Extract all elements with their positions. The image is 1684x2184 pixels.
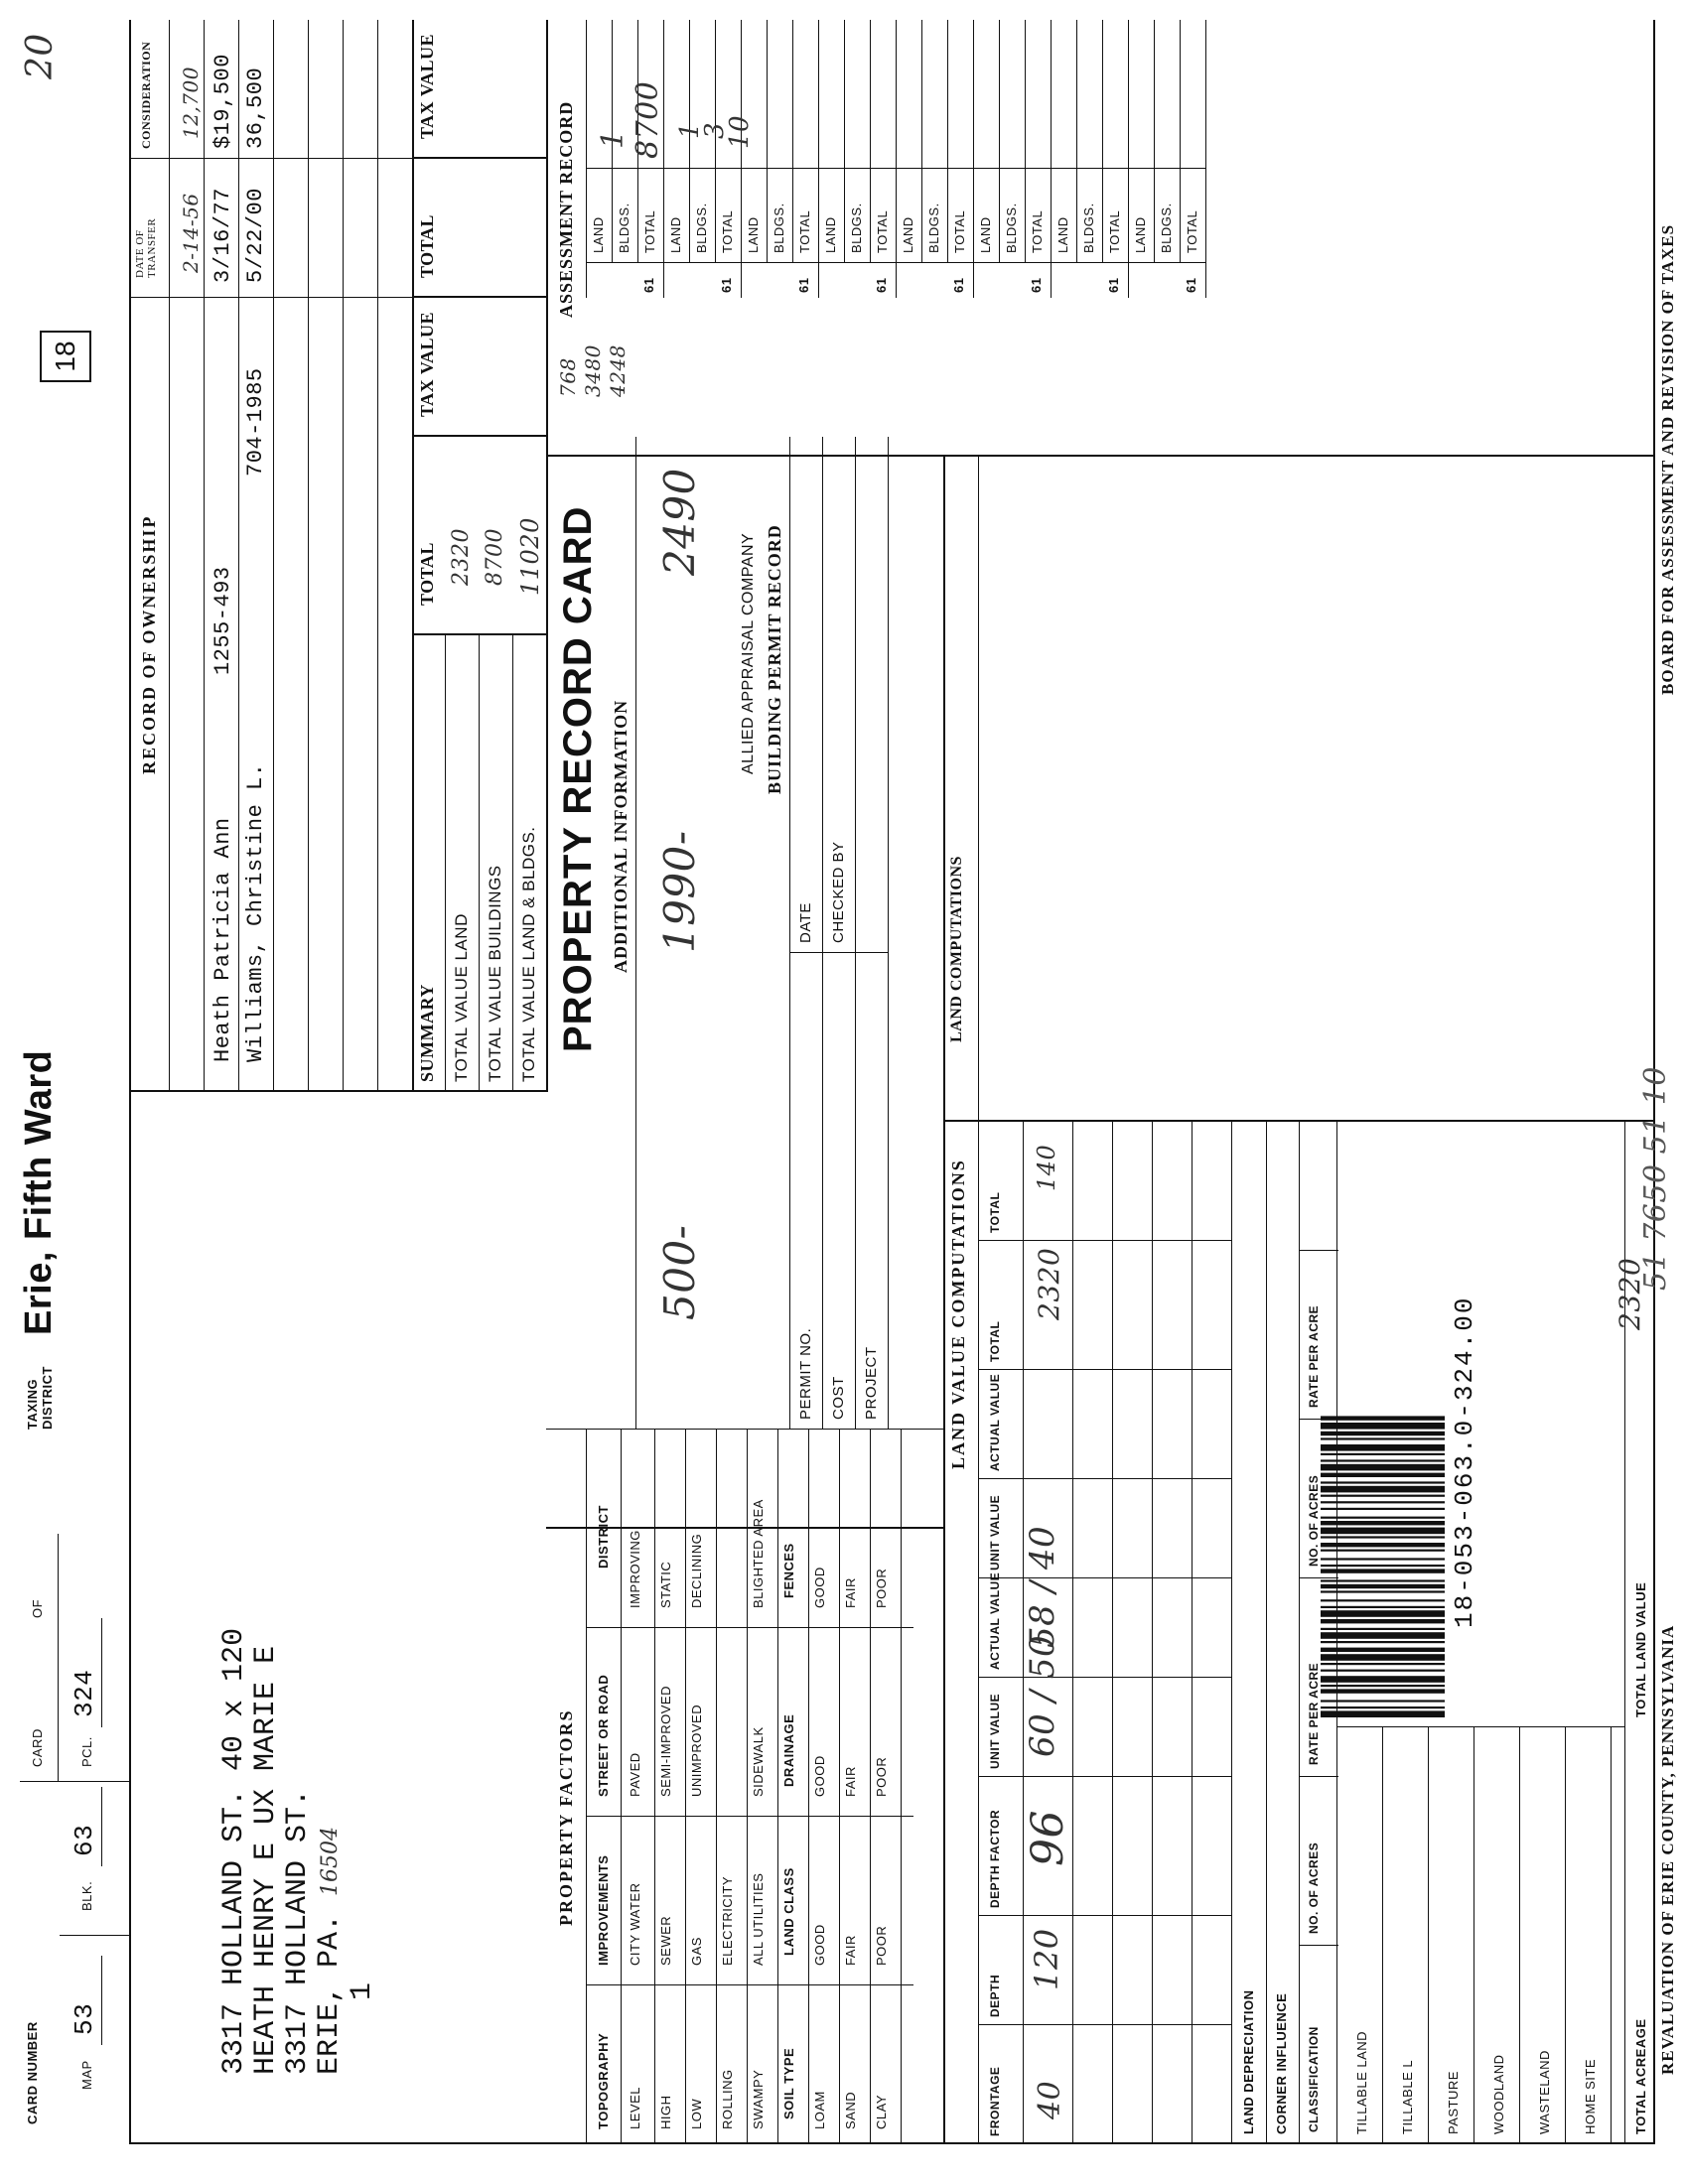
- address-line-4: ERIE, PA.: [313, 1913, 347, 2075]
- acre-col-header: RATE PER ACRE: [1307, 1662, 1321, 1765]
- soil-header: LAND CLASS: [781, 1867, 796, 1956]
- assessment-row-label: LAND: [746, 216, 761, 253]
- assessment-line: [767, 20, 768, 263]
- assessment-line: [1102, 20, 1103, 263]
- assessment-group-line: [741, 20, 742, 298]
- street-item: PAVED: [628, 1752, 642, 1797]
- improvement-item: GAS: [689, 1937, 704, 1966]
- address-line-1: 3317 HOLLAND ST. 40 x 120: [217, 1627, 251, 2075]
- barcode-bar: [1321, 1495, 1445, 1497]
- assessment-line: [1076, 20, 1077, 263]
- drainage-item: FAIR: [843, 1766, 858, 1797]
- acre-col-line: [1299, 1945, 1338, 1946]
- barcode: [1321, 1161, 1445, 1717]
- factor-row-line: [747, 1430, 748, 2144]
- barcode-bar: [1321, 1676, 1445, 1683]
- district-item: BLIGHTED AREA: [751, 1499, 766, 1608]
- date-of-transfer-header: DATE OF TRANSFER: [134, 217, 158, 278]
- barcode-bar: [1321, 1710, 1445, 1717]
- soil-header: FENCES: [781, 1543, 796, 1598]
- barcode-bar: [1321, 1528, 1445, 1535]
- barcode-bar: [1321, 1508, 1445, 1510]
- consideration-3: 36,500: [243, 67, 268, 149]
- district-item: STATIC: [658, 1561, 673, 1608]
- depth-value: 120: [1028, 1928, 1065, 1990]
- improvement-item: ALL UTILITIES: [751, 1872, 766, 1966]
- fences-item: FAIR: [843, 1577, 858, 1608]
- assessment-row-label: BLDGS.: [1159, 203, 1174, 253]
- barcode-bar: [1321, 1501, 1445, 1503]
- assessment-group-line: [818, 20, 819, 298]
- summary-land-total: 2320: [449, 528, 474, 586]
- assessment-hand-4: 3: [700, 121, 730, 139]
- barcode-bar: [1321, 1481, 1445, 1483]
- improvement-item: SEWER: [658, 1915, 673, 1966]
- assessment-row-label: BLDGS.: [617, 203, 632, 253]
- map-label: MAP: [79, 2060, 94, 2090]
- land-value-col-line: [978, 1915, 1231, 1916]
- classification-item: TILLABLE LAND: [1354, 2030, 1369, 2134]
- parcel-id: 18-053-063.0-324.00: [1450, 1296, 1479, 1628]
- barcode-bar: [1321, 1654, 1445, 1661]
- permit-cost-label: COST: [830, 1376, 847, 1420]
- assessment-year-code: 61: [1184, 277, 1198, 293]
- assessment-year-code: 61: [951, 277, 966, 293]
- barcode-bar: [1321, 1584, 1445, 1588]
- building-permit-title: BUILDING PERMIT RECORD: [765, 524, 784, 794]
- assessment-title: ASSESSMENT RECORD: [556, 100, 576, 318]
- factor-row-line: [870, 1430, 871, 2144]
- footer-left: REVALUATION OF ERIE COUNTY, PENNSYLVANIA: [1658, 1624, 1677, 2075]
- barcode-bar: [1321, 1486, 1445, 1493]
- tax-value-2: 3480: [581, 344, 605, 397]
- barcode-bar: [1321, 1565, 1445, 1567]
- total-acreage: TOTAL ACREAGE: [1633, 2018, 1648, 2134]
- barcode-bar: [1321, 1619, 1445, 1623]
- barcode-graphic: [1321, 1161, 1445, 1717]
- total-value-2: 140: [1033, 1144, 1060, 1191]
- barcode-bar: [1321, 1599, 1445, 1601]
- depth-factor-value: 96: [1023, 1810, 1073, 1866]
- assessment-line: [844, 20, 845, 263]
- acre-col-header: CLASSIFICATION: [1307, 2026, 1321, 2132]
- assessment-row-label: TOTAL: [952, 209, 967, 253]
- summary-land-label: TOTAL VALUE LAND: [452, 913, 471, 1082]
- assessment-row-label: LAND: [978, 216, 993, 253]
- land-value-col-header: DEPTH FACTOR: [988, 1809, 1002, 1908]
- summary-tax-header: TAX VALUE: [417, 311, 437, 417]
- blk-label: BLK.: [79, 1880, 94, 1911]
- assessment-row-label: LAND: [823, 216, 838, 253]
- acre-row-line: [1565, 1727, 1566, 2144]
- barcode-bar: [1321, 1610, 1445, 1617]
- topography-item: LOW: [689, 2098, 704, 2129]
- barcode-bar: [1321, 1432, 1445, 1435]
- factor-row-line: [808, 1430, 809, 2144]
- right-tax-header: TAX VALUE: [417, 33, 437, 139]
- assessment-group-line: [896, 20, 897, 298]
- classification-item: WOODLAND: [1491, 2054, 1506, 2134]
- acre-col-line: [1299, 1776, 1338, 1777]
- summary-bldgs-label: TOTAL VALUE BUILDINGS: [486, 865, 504, 1082]
- right-total-header: TOTAL: [417, 214, 437, 278]
- district-item: IMPROVING: [628, 1530, 642, 1608]
- assessment-line: [586, 20, 587, 298]
- col-district: DISTRICT: [596, 1505, 611, 1569]
- transfer-date-2: 3/16/77: [210, 188, 235, 283]
- barcode-bar: [1321, 1700, 1445, 1702]
- soil-header: DRAINAGE: [781, 1713, 796, 1787]
- barcode-bar: [1321, 1473, 1445, 1477]
- assessment-group-line: [1128, 20, 1129, 298]
- assessment-group-line: [1051, 20, 1052, 298]
- classification-item: HOME SITE: [1583, 2058, 1598, 2134]
- handwritten-value-2: 1990-: [655, 830, 704, 953]
- classification-item: PASTURE: [1446, 2071, 1461, 2134]
- barcode-bar: [1321, 1590, 1445, 1592]
- street-item: SEMI-IMPROVED: [658, 1686, 673, 1797]
- barcode-bar: [1321, 1579, 1445, 1581]
- barcode-bar: [1321, 1648, 1445, 1652]
- land-class-item: FAIR: [843, 1935, 858, 1966]
- topography-item: SWAMPY: [751, 2069, 766, 2129]
- land-value-col-header: UNIT VALUE: [988, 1494, 1002, 1570]
- map-value: 53: [70, 2002, 99, 2035]
- assessment-row-label: BLDGS.: [694, 203, 709, 253]
- summary-title: SUMMARY: [417, 984, 437, 1082]
- blk-value: 63: [70, 1824, 99, 1856]
- soil-item: CLAY: [874, 2095, 889, 2129]
- land-class-item: POOR: [874, 1925, 889, 1966]
- total-land-value-label: TOTAL LAND VALUE: [1633, 1581, 1648, 1717]
- footer-handwritten: 51 7650 51 10: [1638, 1066, 1673, 1291]
- land-value-col-header: ACTUAL VALUE: [988, 1373, 1002, 1471]
- land-value-col-line: [978, 1478, 1231, 1479]
- ownership-title: RECORD OF OWNERSHIP: [139, 514, 159, 774]
- barcode-bar: [1321, 1632, 1445, 1639]
- barcode-bar: [1321, 1670, 1445, 1672]
- factor-row-line: [716, 1430, 717, 2144]
- assessment-row-label: TOTAL: [642, 209, 657, 253]
- assessment-year-code: 61: [1106, 277, 1121, 293]
- barcode-bar: [1321, 1423, 1445, 1430]
- page-number: 20: [20, 33, 61, 79]
- barcode-bar: [1321, 1437, 1445, 1439]
- assessment-row-label: TOTAL: [1107, 209, 1122, 253]
- fences-item: GOOD: [812, 1567, 827, 1608]
- land-value-col-line: [978, 2024, 1231, 2025]
- acre-row-line: [1611, 1727, 1612, 2144]
- topography-item: LEVEL: [628, 2087, 642, 2129]
- assessment-row-label: BLDGS.: [1081, 203, 1096, 253]
- assessment-line: [1180, 20, 1181, 263]
- taxing-district-label: TAXING DISTRICT: [25, 1366, 55, 1430]
- barcode-bar: [1321, 1641, 1445, 1643]
- assessment-row-label: BLDGS.: [849, 203, 864, 253]
- factor-row-line: [777, 1430, 778, 2144]
- assessment-year-code: 61: [874, 277, 889, 293]
- frontage-value: 40: [1033, 2080, 1067, 2119]
- land-value-col-header: ACTUAL VALUE: [988, 1571, 1002, 1670]
- assessment-year-code: 61: [1029, 277, 1044, 293]
- actual-value: 58 / 40: [1023, 1525, 1062, 1648]
- address-block: [218, 1628, 378, 2075]
- handwritten-value-1: 500-: [655, 1224, 704, 1320]
- assessment-row-label: TOTAL: [720, 209, 735, 253]
- appraisal-company: ALLIED APPRAISAL COMPANY: [740, 532, 757, 774]
- topography-item: ROLLING: [720, 2069, 735, 2129]
- summary-total-header: TOTAL: [417, 542, 437, 606]
- land-value-col-header: DEPTH: [988, 1974, 1002, 2017]
- land-value-col-header: FRONTAGE: [988, 2066, 1002, 2136]
- barcode-bar: [1321, 1685, 1445, 1687]
- barcode-bar: [1321, 1464, 1445, 1471]
- assessment-row-label: LAND: [901, 216, 915, 253]
- barcode-bar: [1321, 1444, 1445, 1451]
- land-value-col-line: [978, 1677, 1231, 1678]
- assessment-hand-1: 1: [596, 129, 631, 149]
- assessment-row-label: LAND: [668, 216, 683, 253]
- of-label: OF: [30, 1598, 45, 1618]
- card-number-label: CARD NUMBER: [25, 2021, 40, 2124]
- additional-info-label: ADDITIONAL INFORMATION: [611, 699, 631, 973]
- land-value-col-line: [978, 1577, 1231, 1578]
- barcode-bar: [1321, 1569, 1445, 1572]
- address-line-2: HEATH HENRY E UX MARIE E: [249, 1645, 283, 2075]
- assessment-year-code: 61: [641, 277, 656, 293]
- factor-row-line: [839, 1430, 840, 2144]
- owner-2: Heath Patricia Ann: [210, 817, 235, 1062]
- soil-item: LOAM: [812, 2091, 827, 2129]
- total-value: 2320: [1033, 1247, 1065, 1320]
- acre-row-line: [1382, 1727, 1383, 2144]
- barcode-bar: [1321, 1663, 1445, 1665]
- assessment-row-label: BLDGS.: [926, 203, 941, 253]
- tax-value-3: 4248: [606, 344, 630, 397]
- assessment-line: [947, 20, 948, 263]
- barcode-bar: [1321, 1543, 1445, 1547]
- consideration-1: 12,700: [179, 67, 203, 139]
- land-value-col-header: TOTAL: [988, 1191, 1002, 1233]
- land-value-col-line: [978, 1369, 1231, 1370]
- drainage-item: GOOD: [812, 1755, 827, 1797]
- factor-row-line: [901, 1430, 902, 2144]
- assessment-line: [999, 20, 1000, 263]
- land-value-col-header: TOTAL: [988, 1320, 1002, 1362]
- assessment-row-label: TOTAL: [1030, 209, 1045, 253]
- consideration-2: $19,500: [210, 54, 235, 149]
- assessment-year-code: 61: [796, 277, 811, 293]
- acre-col-header: NO. OF ACRES: [1307, 1842, 1321, 1934]
- acre-row-line: [1519, 1727, 1520, 2144]
- taxing-district: Erie, Fifth Ward: [18, 1049, 60, 1335]
- assessment-line: [1154, 20, 1155, 263]
- assessment-line: [715, 20, 716, 263]
- factor-row-line: [654, 1430, 655, 2144]
- book-3: 704-1985: [243, 367, 268, 477]
- soil-item: SAND: [843, 2091, 858, 2129]
- assessment-row-label: TOTAL: [797, 209, 812, 253]
- project-label: PROJECT: [863, 1346, 880, 1420]
- pcl-value: 324: [70, 1669, 99, 1717]
- ward-box: 18: [40, 331, 91, 382]
- assessment-group-line: [663, 20, 664, 298]
- acre-divider: [1336, 1726, 1624, 1727]
- col-improvements: IMPROVEMENTS: [596, 1854, 611, 1966]
- summary-grand-total: 11020: [516, 517, 544, 596]
- footer-right: BOARD FOR ASSESSMENT AND REVISION OF TAXES: [1658, 223, 1677, 695]
- acre-row-line: [1428, 1727, 1429, 2144]
- land-value-title: LAND VALUE COMPUTATIONS: [948, 1159, 968, 1469]
- assessment-row-label: TOTAL: [875, 209, 890, 253]
- barcode-bar: [1321, 1459, 1445, 1461]
- consideration-header: CONSIDERATION: [139, 41, 153, 149]
- land-value-col-header: UNIT VALUE: [988, 1693, 1002, 1769]
- assessment-line: [870, 20, 871, 263]
- barcode-bar: [1321, 1689, 1445, 1693]
- assessment-year-code: 61: [719, 277, 734, 293]
- assessment-line: [1025, 20, 1026, 263]
- improvement-item: ELECTRICITY: [720, 1875, 735, 1966]
- fences-item: POOR: [874, 1568, 889, 1608]
- acre-col-header: NO. OF ACRES: [1307, 1474, 1321, 1567]
- assessment-row-label: LAND: [1133, 216, 1148, 253]
- street-item: SIDEWALK: [751, 1726, 766, 1797]
- assessment-line: [921, 20, 922, 263]
- factor-row-line: [685, 1430, 686, 2144]
- assessment-line: [689, 20, 690, 263]
- assessment-row-label: LAND: [591, 216, 606, 253]
- book-2: 1255-493: [210, 566, 235, 675]
- property-record-card-title: PROPERTY RECORD CARD: [556, 505, 600, 1052]
- tax-value-1: 768: [556, 357, 580, 397]
- land-depreciation: LAND DEPRECIATION: [1241, 1989, 1256, 2134]
- assessment-group-line: [1205, 20, 1206, 298]
- assessment-line: [792, 20, 793, 263]
- barcode-bar: [1321, 1521, 1445, 1525]
- permit-date-label: DATE: [797, 902, 814, 943]
- transfer-date-3: 5/22/00: [243, 188, 268, 283]
- checked-by-label: CHECKED BY: [830, 841, 847, 943]
- summary-bldgs-total: 8700: [483, 528, 507, 586]
- barcode-bar: [1321, 1706, 1445, 1708]
- land-computations-title: LAND COMPUTATIONS: [948, 856, 965, 1042]
- total-land-value-hand: 2320: [1614, 1257, 1646, 1330]
- card-label: CARD: [30, 1728, 45, 1767]
- barcode-bar: [1321, 1536, 1445, 1538]
- barcode-bar: [1321, 1558, 1445, 1560]
- handwritten-value-3: 2490: [655, 468, 704, 576]
- drainage-item: POOR: [874, 1756, 889, 1797]
- assessment-row-label: BLDGS.: [772, 203, 786, 253]
- land-value-col-line: [978, 1240, 1231, 1241]
- property-factors-title: PROPERTY FACTORS: [556, 1708, 576, 1926]
- owner-3: Williams, Christine L.: [243, 762, 268, 1062]
- barcode-bar: [1321, 1416, 1445, 1420]
- assessment-vline: [586, 262, 1205, 263]
- assessment-group-line: [973, 20, 974, 298]
- address-line-3: 3317 HOLLAND ST.: [281, 1788, 315, 2075]
- topography-item: HIGH: [658, 2095, 673, 2129]
- corner-influence: CORNER INFLUENCE: [1274, 1992, 1289, 2134]
- col-topography: TOPOGRAPHY: [596, 2032, 611, 2129]
- district-item: DECLINING: [689, 1533, 704, 1608]
- land-class-item: GOOD: [812, 1924, 827, 1966]
- unit-value: 60 / 50: [1023, 1634, 1062, 1757]
- assessment-hand-5: 10: [725, 114, 755, 149]
- classification-item: TILLABLE L: [1400, 2059, 1415, 2134]
- improvement-item: CITY WATER: [628, 1882, 642, 1966]
- barcode-bar: [1321, 1517, 1445, 1519]
- street-item: UNIMPROVED: [689, 1704, 704, 1797]
- summary-total-label: TOTAL VALUE LAND & BLDGS.: [519, 826, 538, 1082]
- assessment-hand-2: 8700: [631, 80, 665, 159]
- barcode-bar: [1321, 1606, 1445, 1608]
- land-value-col-line: [978, 1776, 1231, 1777]
- assessment-vline: [586, 168, 1205, 169]
- barcode-bar: [1321, 1550, 1445, 1552]
- zip-handwritten: 16504: [318, 1826, 343, 1896]
- barcode-bar: [1321, 1453, 1445, 1455]
- acre-col-header: RATE PER ACRE: [1307, 1304, 1321, 1408]
- classification-item: WASTELAND: [1537, 2050, 1552, 2134]
- col-street: STREET OR ROAD: [596, 1674, 611, 1797]
- permit-no-label: PERMIT NO.: [797, 1327, 814, 1420]
- soil-header: SOIL TYPE: [781, 2047, 796, 2119]
- pcl-label: PCL.: [79, 1736, 94, 1767]
- address-line-5: 1: [346, 1981, 379, 2000]
- assessment-row-label: BLDGS.: [1004, 203, 1019, 253]
- assessment-row-label: TOTAL: [1185, 209, 1199, 253]
- assessment-hand-3: 1: [675, 121, 705, 139]
- barcode-bar: [1321, 1628, 1445, 1630]
- assessment-row-label: LAND: [1055, 216, 1070, 253]
- transfer-date-1: 2-14-56: [179, 193, 203, 273]
